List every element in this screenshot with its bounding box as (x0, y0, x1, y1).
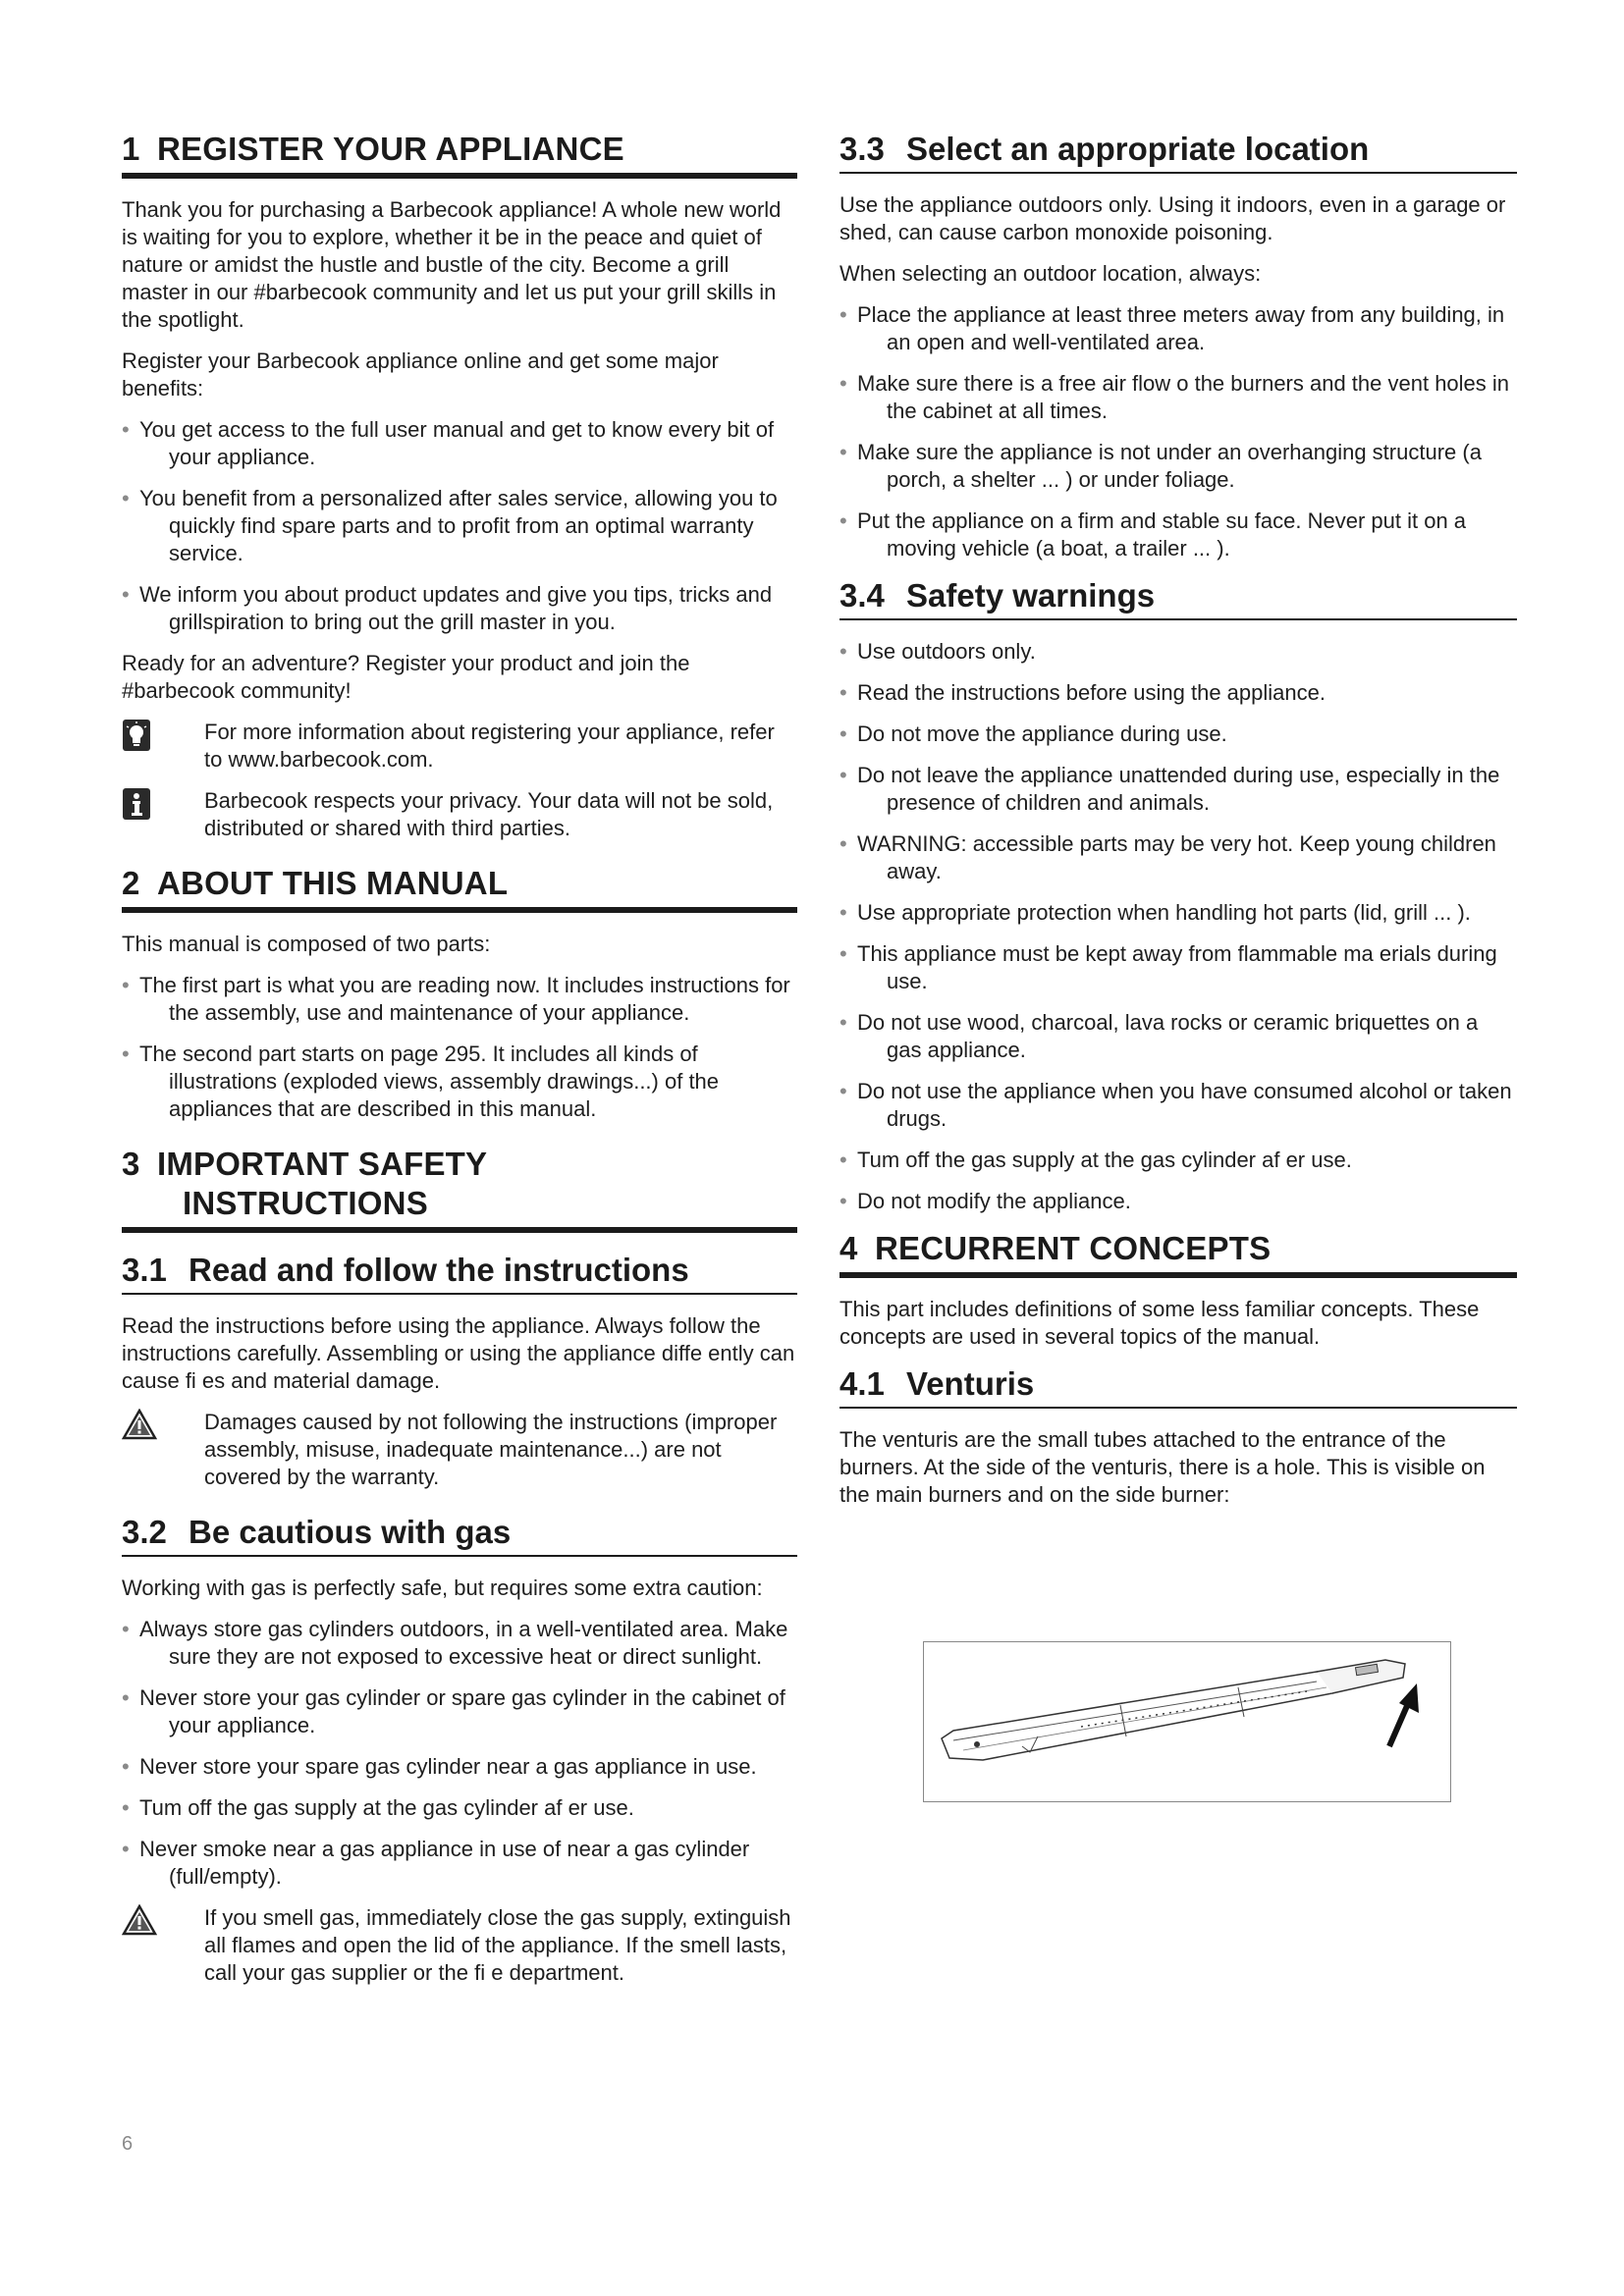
section-3-1-heading (122, 1251, 797, 1295)
paragraph: This part includes definitions of some less familiar concepts. These concepts are used in several topics of the manual. (839, 1297, 1480, 1349)
warning-note (122, 1904, 797, 1987)
section-title-line-2: INSTRUCTIONS (183, 1185, 428, 1221)
section-title: Safety warnings (906, 577, 1156, 614)
right-column (839, 130, 1517, 1522)
section-number: 3.1 (122, 1252, 167, 1288)
bullet-list (839, 638, 1517, 1215)
section-number: 3.2 (122, 1514, 167, 1550)
warning-triangle-icon (122, 1904, 204, 1940)
section-number: 2 (122, 865, 140, 901)
paragraph: Working with gas is perfectly safe, but requires some extra caution: (122, 1575, 763, 1600)
warning-note (122, 1409, 797, 1491)
list-item: • Always store gas cylinders outdoors, in a well-ventilated area. Make sure they are not exposed to excessive heat or direct sunlight. (122, 1617, 788, 1669)
note-text: Barbecook respects your privacy. Your data will not be sold, distributed or shared with third parties. (204, 788, 774, 840)
section-title: Select an appropriate location (906, 131, 1370, 167)
note-text: Damages caused by not following the instructions (improper assembly, misuse, inadequate maintenance...) are not covered by the warranty. (204, 1410, 778, 1489)
list-item: • Use appropriate protection when handling hot parts (lid, grill ... ). (839, 900, 1471, 925)
paragraph: This manual is composed of two parts: (122, 932, 491, 956)
left-column (122, 130, 797, 2001)
paragraph: The venturis are the small tubes attached to the entrance of the burners. At the side of the venturis, there is a hole. This is visible on the main burners and on the side burner: (839, 1427, 1486, 1507)
paragraph: When selecting an outdoor location, always: (839, 261, 1262, 286)
list-item: • Never smoke near a gas appliance in use of near a gas cylinder (full/empty). (122, 1837, 750, 1889)
info-note (122, 787, 797, 842)
section-number: 3.4 (839, 577, 885, 614)
list-item: • Tum off the gas supply at the gas cylinder af er use. (122, 1795, 634, 1820)
section-title: ABOUT THIS MANUAL (157, 865, 509, 901)
section-title: RECURRENT CONCEPTS (875, 1230, 1272, 1266)
list-item: • Use outdoors only. (839, 639, 1036, 664)
list-item: • Do not move the appliance during use. (839, 721, 1227, 746)
list-item: • The first part is what you are reading now. It includes instructions for the assembly, use and maintenance of your appliance. (122, 973, 790, 1025)
section-2-heading (122, 864, 797, 913)
list-item: • Place the appliance at least three meters away from any building, in an open and well-ventilated area. (839, 302, 1505, 354)
section-title: REGISTER YOUR APPLIANCE (157, 131, 624, 167)
paragraph: Thank you for purchasing a Barbecook appliance! A whole new world is waiting for you to explore, whether it be in the peace and quiet of nature or amidst the hustle and bustle of the city. Become a grill master in our #barbecook community and let us put your grill skills in the spotlight. (122, 197, 782, 332)
list-item: • You benefit from a personalized after sales service, allowing you to quickly find spare parts and to profit from an optimal warranty service. (122, 486, 778, 565)
section-1-heading (122, 130, 797, 179)
tip-note (122, 719, 797, 774)
section-title: Venturis (906, 1365, 1035, 1402)
section-3-2-heading (122, 1513, 797, 1557)
section-number: 4 (839, 1230, 858, 1266)
section-title: Be cautious with gas (189, 1514, 512, 1550)
list-item: • Put the appliance on a firm and stable su face. Never put it on a moving vehicle (a boat, a trailer ... ). (839, 508, 1467, 561)
section-3-heading (122, 1145, 797, 1233)
list-item: • We inform you about product updates and give you tips, tricks and grillspiration to bring out the grill master in you. (122, 582, 773, 634)
section-title: Read and follow the instructions (189, 1252, 689, 1288)
section-4-1-heading (839, 1364, 1517, 1409)
page-number: 6 (122, 2133, 134, 2155)
list-item: • Do not modify the appliance. (839, 1189, 1131, 1213)
list-item: • Never store your gas cylinder or spare gas cylinder in the cabinet of your appliance. (122, 1685, 785, 1737)
lightbulb-icon (122, 719, 204, 754)
section-3-4-heading (839, 576, 1517, 620)
warning-triangle-icon (122, 1409, 204, 1444)
section-number: 3 (122, 1146, 140, 1182)
section-number: 1 (122, 131, 140, 167)
list-item: • This appliance must be kept away from flammable ma erials during use. (839, 941, 1497, 993)
paragraph: Ready for an adventure? Register your product and join the #barbecook community! (122, 651, 690, 703)
section-3-3-heading (839, 130, 1517, 174)
list-item: • The second part starts on page 295. It includes all kinds of illustrations (exploded views, assembly drawings...) of the appliances that are described in this manual. (122, 1041, 720, 1121)
list-item: • Tum off the gas supply at the gas cylinder af er use. (839, 1148, 1352, 1172)
bullet-list (122, 1616, 797, 1891)
list-item: • WARNING: accessible parts may be very hot. Keep young children away. (839, 831, 1496, 883)
note-text: If you smell gas, immediately close the gas supply, extinguish all flames and open the lid of the appliance. If the smell lasts, call your gas supplier or the fi e department. (204, 1905, 791, 1985)
venturi-burner-illustration (923, 1641, 1451, 1802)
list-item: • Never store your spare gas cylinder near a gas appliance in use. (122, 1754, 757, 1779)
list-item: • Make sure the appliance is not under an overhanging structure (a porch, a shelter ... ) or under foliage. (839, 440, 1482, 492)
list-item: • Do not leave the appliance unattended during use, especially in the presence of children and animals. (839, 763, 1500, 815)
note-text: For more information about registering your appliance, refer to www.barbecook.com. (204, 720, 775, 772)
bullet-list (122, 416, 797, 636)
list-item: • Make sure there is a free air flow o the burners and the vent holes in the cabinet at all times. (839, 371, 1510, 423)
section-number: 4.1 (839, 1365, 885, 1402)
paragraph: Read the instructions before using the appliance. Always follow the instructions carefully. Assembling or using the appliance diffe ently can cause fi es and material damage. (122, 1313, 795, 1393)
list-item: • Read the instructions before using the appliance. (839, 680, 1326, 705)
bullet-list (839, 301, 1517, 562)
bullet-list (122, 972, 797, 1123)
paragraph: Use the appliance outdoors only. Using it indoors, even in a garage or shed, can cause carbon monoxide poisoning. (839, 192, 1506, 244)
list-item: • Do not use wood, charcoal, lava rocks or ceramic briquettes on a gas appliance. (839, 1010, 1479, 1062)
section-number: 3.3 (839, 131, 885, 167)
section-title-line-1: IMPORTANT SAFETY (157, 1146, 488, 1182)
section-4-heading (839, 1229, 1517, 1278)
paragraph: Register your Barbecook appliance online and get some major benefits: (122, 348, 719, 400)
list-item: • You get access to the full user manual and get to know every bit of your appliance. (122, 417, 775, 469)
info-icon (122, 787, 204, 823)
list-item: • Do not use the appliance when you have consumed alcohol or taken drugs. (839, 1079, 1512, 1131)
